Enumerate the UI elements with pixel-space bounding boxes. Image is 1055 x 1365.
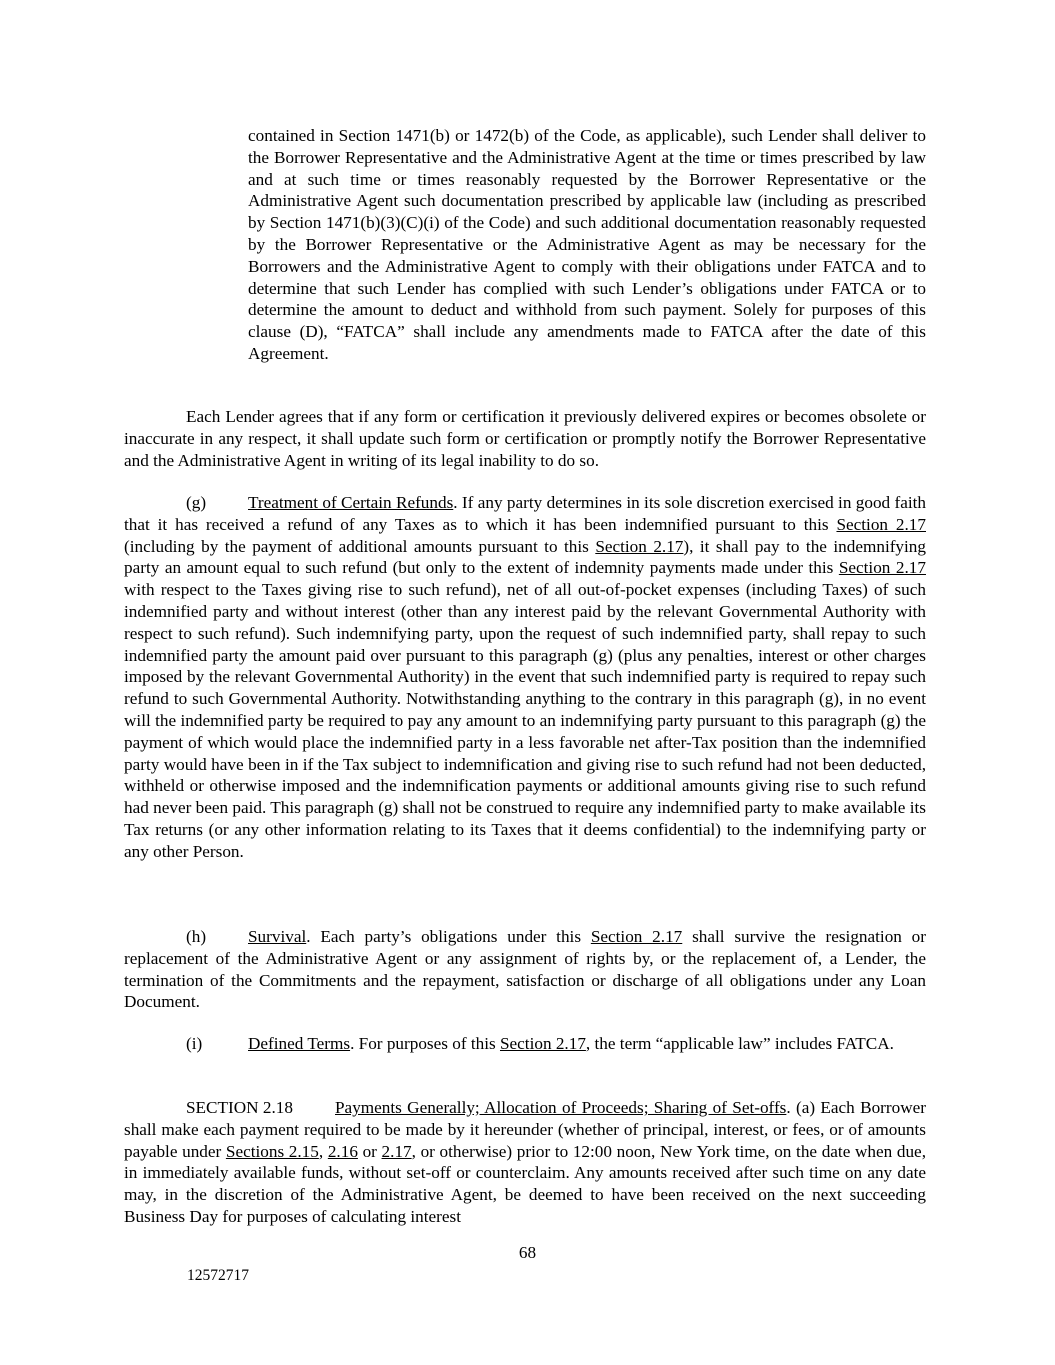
paragraph-g-text-4: with respect to the Taxes giving rise to such refund), net of all out-of-pocket expenses (including Taxes) of such indemnified party and without interest (other than any interest paid by the relevant Governmental Authority with respect to such refund). Such indemnifying party, upon the request of such indemnified party, shall repay to such indemnified party the amount paid over pursuant to this paragraph (g) (plus any penalties, interest or other charges imposed by the relevant Governmental Authority) in the event that such indemnified party is required to repay such refund to such Governmental Authority. Notwithstanding anything to the contrary in this paragraph (g), in no event will the indemnified party be required to pay any amount to an indemnifying party pursuant to this paragraph (g) the payment of which would place the indemnified party in a less favorable net after-Tax position than the indemnified party would have been in if the Tax subject to indemnification and giving rise to such refund had not been deducted, withheld or otherwise imposed and the indemnification payments or additional amounts giving rise to such refund had never been paid. This paragraph (g) shall not be construed to require any indemnified party to make available its Tax returns (or any other information relating to its Taxes that it deems confidential) to the indemnifying party or any other Person. — [124, 580, 926, 861]
paragraph-i — [124, 1033, 926, 1055]
lender-update-text: Each Lender agrees that if any form or certification it previously delivered expires or becomes obsolete or inaccurate in any respect, it shall update such form or certification or promptly notify the Borrower Representative and the Administrative Agent in writing of its legal inability to do so. — [124, 407, 926, 470]
paragraph-h-text-2: shall survive the resignation or replacement of the Administrative Agent or any assignment of rights by, or the replacement of, a Lender, the termination of the Commitments and the repayment, satisfaction or discharge of all obligations under any Loan Document. — [124, 927, 927, 1012]
section-2-18-heading: Payments Generally; Allocation of Proceeds; Sharing of Set-offs — [335, 1098, 787, 1117]
paragraph-i-text-1: . For purposes of this — [350, 1034, 500, 1053]
section-reference: 2.17 — [381, 1141, 412, 1161]
section-2-18-text-2: , or otherwise) prior to 12:00 noon, New York time, on the date when due, in immediately available funds, without set-off or counterclaim. Any amounts received after such time on any date may, in the discretion of the Administrative Agent, be deemed to have been received on the next succeeding Business Day for purposes of calculating interest — [124, 1141, 926, 1226]
separator: or — [357, 1141, 382, 1161]
section-reference: 2.16 — [327, 1141, 358, 1161]
paragraph-g-label: (g) — [186, 493, 207, 512]
section-reference: Section 2.17 — [590, 927, 683, 946]
section-2-18 — [124, 1097, 926, 1228]
section-reference: Section 2.17 — [595, 536, 684, 556]
section-2-18-text-1: . (a) Each Borrower shall make each payment required to be made by it hereunder (whether of principal, interest, or fees, or of amounts payable under — [124, 1098, 926, 1161]
section-reference: Sections 2.15 — [225, 1141, 319, 1161]
separator: , — [318, 1141, 328, 1161]
paragraph-h-label: (h) — [186, 927, 207, 946]
paragraph-h-text-1: . Each party’s obligations under this — [306, 927, 591, 946]
paragraph-g-text-3: ), it shall pay to the indemnifying party an amount equal to such refund (but only to the extent of indemnity payments made under this — [124, 536, 926, 578]
paragraph-g-text-2: (including by the payment of additional amounts pursuant to this — [124, 536, 596, 556]
lender-update-paragraph — [124, 406, 926, 471]
document-id: 12572717 — [187, 1267, 249, 1284]
paragraph-g-heading: Treatment of Certain Refunds — [248, 493, 454, 512]
paragraph-g-text-1: . If any party determines in its sole discretion exercised in good faith that it has received a refund of any Taxes as to which it has been indemnified pursuant to this — [124, 493, 926, 534]
paragraph-g — [124, 492, 926, 863]
clause-d-continuation: contained in Section 1471(b) or 1472(b) of the Code, as applicable), such Lender shall deliver to the Borrower Representative and the Administrative Agent at the time or times prescribed by law and at such time or times reasonably requested by the Borrower Representative or the Administrative Agent such documentation prescribed by applicable law (including as prescribed by Section 1471(b)(3)(C)(i) of the Code) and such additional documentation reasonably requested by the Borrower Representative or the Administrative Agent as may be necessary for the Borrowers and the Administrative Agent to comply with their obligations under FATCA and to determine that such Lender has complied with such Lender’s obligations under FATCA or to determine the amount to deduct and withhold from such payment. Solely for purposes of this clause (D), “FATCA” shall include any amendments made to FATCA after the date of this Agreement. — [248, 126, 926, 363]
paragraph-h — [124, 926, 926, 1013]
section-reference: Section 2.17 — [838, 558, 926, 578]
section-2-18-label: SECTION 2.18 — [186, 1098, 293, 1117]
paragraph-i-label: (i) — [186, 1034, 203, 1053]
section-reference: Section 2.17 — [836, 514, 926, 534]
paragraph-h-heading: Survival — [248, 927, 307, 946]
section-reference: Section 2.17 — [499, 1034, 586, 1053]
paragraph-i-heading: Defined Terms — [248, 1034, 351, 1053]
page-number: 68 — [518, 1243, 537, 1262]
paragraph-i-text-2: , the term “applicable law” includes FATCA. — [585, 1034, 894, 1053]
